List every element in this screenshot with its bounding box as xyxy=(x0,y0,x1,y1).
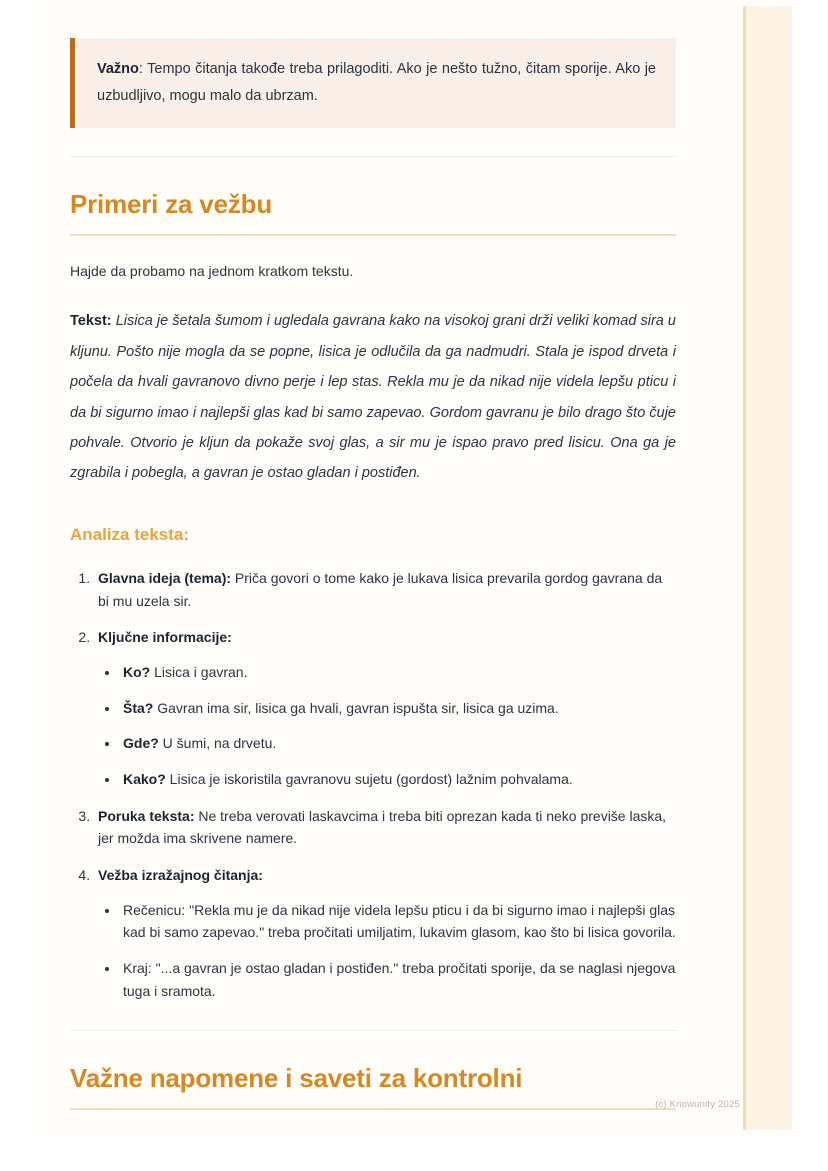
examples-intro: Hajde da probamo na jednom kratkom tekstu. xyxy=(70,262,354,279)
section-title-underline-examples xyxy=(70,234,676,236)
key-information-sublist xyxy=(98,661,676,791)
list-item xyxy=(120,957,676,1002)
analysis-item-text: Priča govori o tome kako je lukava lisica prevarila gordog gavrana da bi mu uzela sir. xyxy=(98,569,663,609)
sub-item-label: Gde? xyxy=(123,735,159,752)
analysis-item-label: Poruka teksta: xyxy=(98,807,195,824)
sub-item-text: U šumi, na drvetu. xyxy=(158,735,277,752)
list-item xyxy=(94,567,676,612)
analysis-list xyxy=(70,567,676,1002)
analysis-item-label: Vežba izražajnog čitanja: xyxy=(98,866,263,883)
sub-item-text: Gavran ima sir, lisica ga hvali, gavran ispušta sir, lisica ga uzima. xyxy=(153,699,559,716)
list-item xyxy=(120,768,676,791)
list-item xyxy=(94,626,676,790)
section-title-underline-notes xyxy=(70,1108,676,1110)
sub-title-analysis: Analiza teksta: xyxy=(70,524,190,544)
callout-body: Tempo čitanja takođe treba prilagoditi. Ako je nešto tužno, čitam sporije. Ako je uzbudljivo, mogu malo da ubrzam. xyxy=(97,61,657,104)
sub-item-label: Ko? xyxy=(123,663,151,680)
section-title-examples: Primeri za vežbu xyxy=(70,188,272,219)
sub-item-label: Šta? xyxy=(123,699,154,716)
list-item xyxy=(120,661,676,684)
callout-text xyxy=(97,56,656,110)
document-page xyxy=(36,0,792,1136)
section-title-notes: Važne napomene i saveti za kontrolni xyxy=(70,1063,523,1094)
callout-label: Važno xyxy=(97,61,139,77)
list-item xyxy=(94,864,676,1002)
sub-item-text: Kraj: "...a gavran je ostao gladan i postiđen." treba pročitati sporije, da se naglasi njegova tuga i sramota. xyxy=(123,959,676,999)
document-content xyxy=(70,0,676,1110)
divider-bottom xyxy=(70,1030,676,1031)
analysis-item-text: Ne treba verovati laskavcima i treba biti oprezan kada ti neko previše laska, jer možda ima skrivene namere. xyxy=(98,807,667,847)
example-text-label: Tekst: xyxy=(70,313,112,330)
list-item xyxy=(120,899,676,944)
sub-item-text: Rečenicu: "Rekla mu je da nikad nije videla lepšu pticu i da bi sigurno imao i najlepši glas kad bi samo zapevao." treba pročitati umiljatim, lukavim glasom, kao što bi lisica govorila. xyxy=(123,901,676,941)
list-item xyxy=(94,805,676,850)
reading-practice-sublist xyxy=(98,899,676,1003)
divider-top xyxy=(70,156,676,157)
list-item xyxy=(120,697,676,720)
analysis-item-label: Glavna ideja (tema): xyxy=(98,569,232,586)
sub-item-text: Lisica je iskoristila gavranovu sujetu (gordost) lažnim pohvalama. xyxy=(165,770,573,787)
sub-item-label: Kako? xyxy=(123,770,166,787)
callout-separator: : xyxy=(138,61,148,77)
analysis-item-label: Ključne informacije: xyxy=(98,629,232,646)
footer-credit: (c) Knowunity 2025 xyxy=(655,1099,740,1110)
important-callout xyxy=(70,38,676,128)
sub-item-text: Lisica i gavran. xyxy=(150,663,248,680)
example-text-passage xyxy=(70,306,676,489)
example-text-body: Lisica je šetala šumom i ugledala gavrana kako na visokoj grani drži veliki komad sira u kljunu. Pošto nije mogla da se popne, lisica je odlučila da ga nadmudri. Stala je ispod drveta i počela da hvali gavranovo divno perje i lep stas. Rekla mu je da nikad nije videla lepšu pticu i da bi sigurno imao i najlepši glas kad bi samo zapevao. Gordom gavranu je bilo drago što čuje pohvale. Otvorio je kljun da pokaže svoj glas, a sir mu je ispao pravo pred lisicu. Ona ga je zgrabila i pobegla, a gavran je ostao gladan i postiđen. xyxy=(70,313,676,482)
list-item xyxy=(120,732,676,755)
page-right-rail xyxy=(743,6,792,1130)
